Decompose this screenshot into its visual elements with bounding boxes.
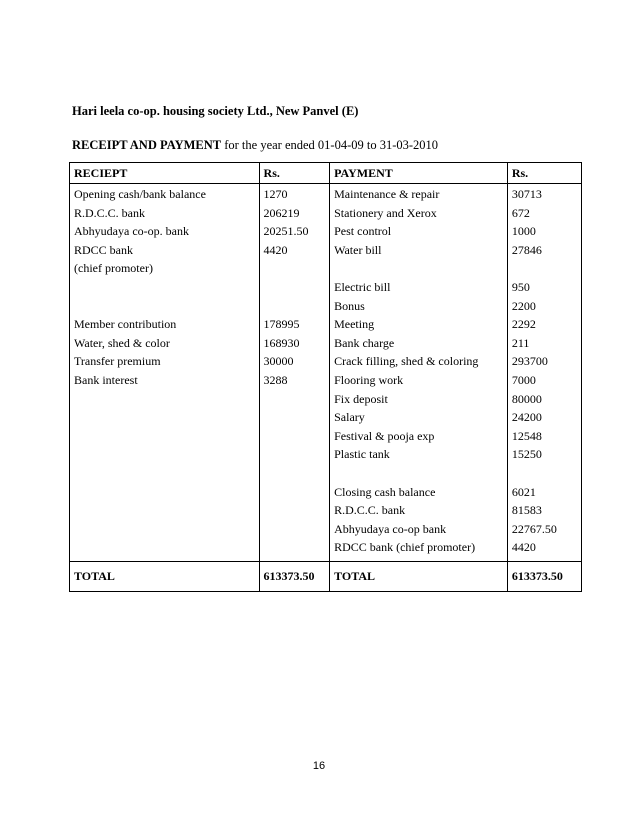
document-subtitle — [72, 138, 438, 153]
table-row — [70, 241, 582, 278]
receipt-cell — [70, 241, 260, 278]
receipt-amount-cell — [259, 520, 330, 539]
receipt-cell — [70, 222, 260, 241]
receipt-line — [74, 297, 255, 316]
receipt-cell — [70, 204, 260, 223]
payment-cell: Maintenance & repair — [330, 184, 508, 204]
receipt-cell — [70, 334, 260, 353]
receipt-amount-cell: 30000 — [259, 352, 330, 371]
table-header-row — [70, 163, 582, 184]
receipt-cell — [70, 184, 260, 204]
receipt-amount-cell — [259, 501, 330, 520]
payment-cell: Meeting — [330, 315, 508, 334]
receipt-amount-cell — [259, 278, 330, 297]
receipt-line: Water, shed & color — [74, 335, 170, 350]
subtitle-period: for the year ended 01-04-09 to 31-03-2010 — [221, 138, 439, 152]
receipt-cell — [70, 464, 260, 483]
payment-cell: Electric bill — [330, 278, 508, 297]
table-row — [70, 501, 582, 520]
subtitle-heading: RECEIPT AND PAYMENT — [72, 138, 222, 152]
receipt-line: (chief promoter) — [74, 261, 153, 276]
receipt-amount-cell — [259, 390, 330, 409]
payment-amount-cell: 7000 — [507, 371, 581, 390]
payment-amount-cell: 80000 — [507, 390, 581, 409]
payment-amount-cell: 2292 — [507, 315, 581, 334]
payment-cell: Bank charge — [330, 334, 508, 353]
receipt-payment-table — [69, 162, 582, 592]
receipt-cell — [70, 501, 260, 520]
payment-cell: Flooring work — [330, 371, 508, 390]
table-row — [70, 278, 582, 297]
payment-cell: R.D.C.C. bank — [330, 501, 508, 520]
receipt-amount-cell: 4420 — [259, 241, 330, 278]
receipt-amount-cell — [259, 445, 330, 464]
receipt-amount-cell — [259, 464, 330, 483]
receipt-line — [74, 278, 255, 297]
payment-cell: Festival & pooja exp — [330, 427, 508, 446]
receipt-line: Abhyudaya co-op. bank — [74, 224, 189, 239]
payment-cell: Bonus — [330, 297, 508, 316]
receipt-cell — [70, 520, 260, 539]
receipt-line — [74, 520, 255, 539]
payment-cell: Stationery and Xerox — [330, 204, 508, 223]
payment-amount-cell: 24200 — [507, 408, 581, 427]
payment-amount-cell: 1000 — [507, 222, 581, 241]
receipt-amount-cell — [259, 408, 330, 427]
table-row — [70, 184, 582, 204]
table-row — [70, 408, 582, 427]
receipt-amount-cell: 206219 — [259, 204, 330, 223]
receipt-line — [74, 427, 255, 446]
header-payment: PAYMENT — [330, 163, 508, 184]
table-row — [70, 483, 582, 502]
payment-amount-cell: 30713 — [507, 184, 581, 204]
table-row — [70, 538, 582, 561]
receipt-line: Transfer premium — [74, 354, 161, 369]
payment-cell: Abhyudaya co-op bank — [330, 520, 508, 539]
total-receipt-label: TOTAL — [70, 561, 260, 591]
receipt-amount-cell — [259, 297, 330, 316]
receipt-cell — [70, 371, 260, 390]
payment-amount-cell: 15250 — [507, 445, 581, 464]
header-receipt-amount: Rs. — [259, 163, 330, 184]
receipt-line — [74, 501, 255, 520]
table-row — [70, 445, 582, 464]
payment-amount-cell: 2200 — [507, 297, 581, 316]
receipt-amount-cell: 3288 — [259, 371, 330, 390]
payment-cell — [330, 464, 508, 483]
receipt-cell — [70, 297, 260, 316]
payment-amount-cell: 4420 — [507, 538, 581, 561]
receipt-line: R.D.C.C. bank — [74, 205, 146, 220]
receipt-line — [74, 390, 255, 409]
payment-cell: RDCC bank (chief promoter) — [330, 538, 508, 561]
receipt-cell — [70, 483, 260, 502]
page-number: 16 — [312, 760, 326, 772]
payment-amount-cell: 293700 — [507, 352, 581, 371]
payment-amount-cell: 672 — [507, 204, 581, 223]
receipt-line: Member contribution — [74, 317, 177, 332]
table-row — [70, 427, 582, 446]
receipt-cell — [70, 390, 260, 409]
receipt-amount-cell: 20251.50 — [259, 222, 330, 241]
table-row — [70, 390, 582, 409]
document-title: Hari leela co-op. housing society Ltd., New Panvel (E) — [72, 104, 359, 118]
table-row — [70, 315, 582, 334]
receipt-amount-cell — [259, 427, 330, 446]
receipt-line — [74, 445, 255, 464]
table-row — [70, 334, 582, 353]
total-receipt-amount: 613373.50 — [259, 561, 330, 591]
payment-amount-cell: 6021 — [507, 483, 581, 502]
receipt-line: RDCC bank — [74, 242, 134, 257]
payment-amount-cell — [507, 464, 581, 483]
payment-cell: Water bill — [330, 241, 508, 278]
payment-cell: Pest control — [330, 222, 508, 241]
payment-amount-cell: 27846 — [507, 241, 581, 278]
header-receipt: RECIEPT — [70, 163, 260, 184]
receipt-cell — [70, 538, 260, 561]
payment-cell: Crack filling, shed & coloring — [330, 352, 508, 371]
payment-amount-cell: 81583 — [507, 501, 581, 520]
payment-amount-cell: 211 — [507, 334, 581, 353]
table-row — [70, 520, 582, 539]
receipt-amount-cell: 1270 — [259, 184, 330, 204]
receipt-amount-cell: 178995 — [259, 315, 330, 334]
receipt-cell — [70, 278, 260, 297]
receipt-cell — [70, 352, 260, 371]
total-payment-amount: 613373.50 — [507, 561, 581, 591]
receipt-line: Bank interest — [74, 372, 138, 387]
header-payment-amount: Rs. — [507, 163, 581, 184]
receipt-cell — [70, 445, 260, 464]
receipt-amount-cell — [259, 483, 330, 502]
receipt-cell — [70, 315, 260, 334]
payment-cell: Salary — [330, 408, 508, 427]
table-row — [70, 222, 582, 241]
receipt-line — [74, 538, 255, 557]
receipt-cell — [70, 408, 260, 427]
receipt-amount-cell — [259, 538, 330, 561]
receipt-line: Opening cash/bank balance — [74, 187, 206, 201]
receipt-cell — [70, 427, 260, 446]
receipt-line — [74, 483, 255, 502]
payment-cell: Closing cash balance — [330, 483, 508, 502]
receipt-amount-cell: 168930 — [259, 334, 330, 353]
payment-amount-cell: 950 — [507, 278, 581, 297]
total-payment-label: TOTAL — [330, 561, 508, 591]
table-row — [70, 464, 582, 483]
payment-cell: Fix deposit — [330, 390, 508, 409]
payment-cell: Plastic tank — [330, 445, 508, 464]
receipt-line — [74, 464, 255, 483]
receipt-line — [74, 408, 255, 427]
table-row — [70, 297, 582, 316]
payment-amount-cell: 12548 — [507, 427, 581, 446]
total-row — [70, 561, 582, 591]
table-row — [70, 204, 582, 223]
table-row — [70, 352, 582, 371]
table-body — [70, 184, 582, 562]
payment-amount-cell: 22767.50 — [507, 520, 581, 539]
table-row — [70, 371, 582, 390]
